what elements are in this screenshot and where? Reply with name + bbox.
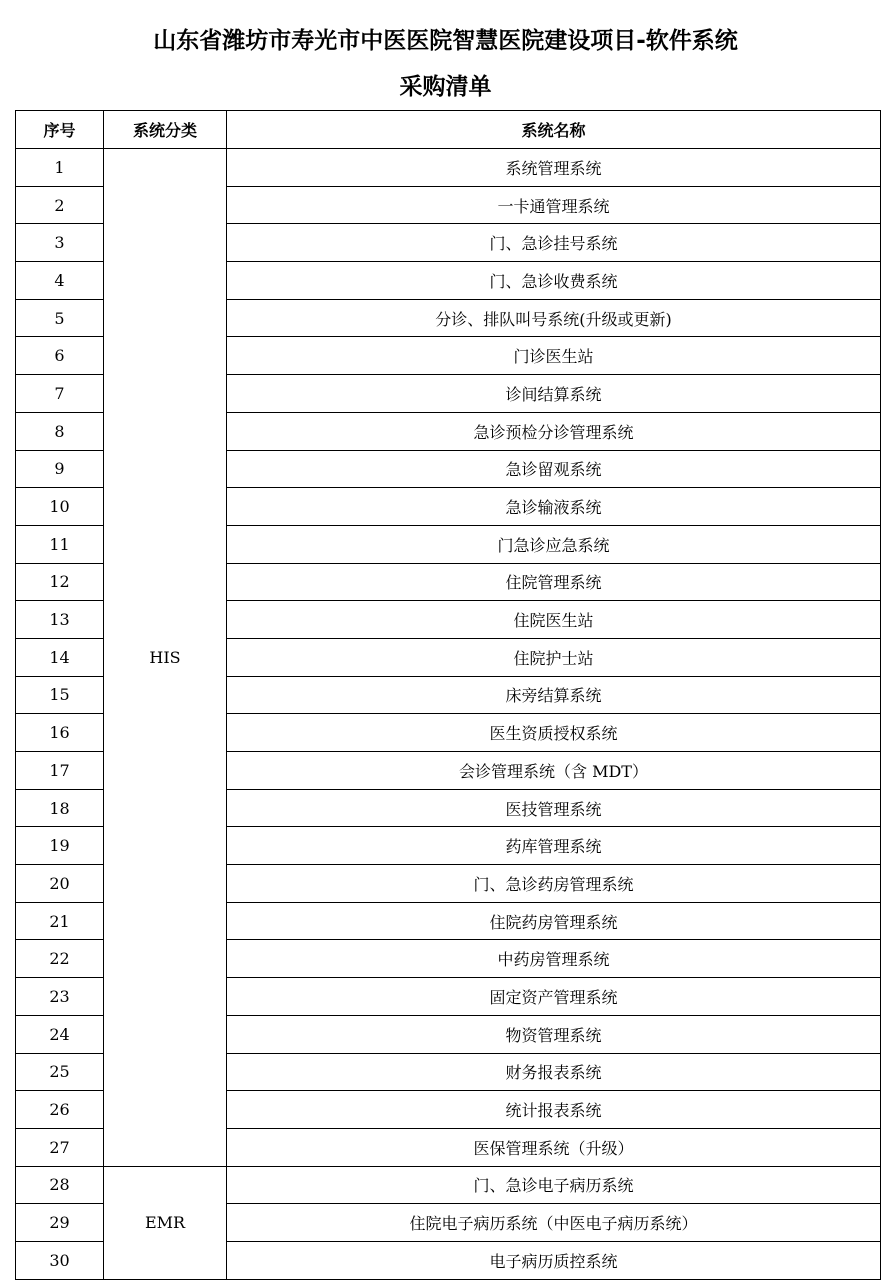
system-name: 门、急诊收费系统 [227,262,881,300]
row-number: 10 [16,488,104,526]
system-name: 系统管理系统 [227,149,881,187]
document-title: 山东省潍坊市寿光市中医医院智慧医院建设项目-软件系统 [153,28,738,54]
system-name: 急诊预检分诊管理系统 [227,412,881,450]
row-number: 25 [16,1053,104,1091]
system-name: 统计报表系统 [227,1091,881,1129]
system-name: 门、急诊挂号系统 [227,224,881,262]
row-number: 8 [16,412,104,450]
system-name: 医技管理系统 [227,789,881,827]
system-name: 门急诊应急系统 [227,525,881,563]
category-cell: HIS [104,149,227,1167]
row-number: 24 [16,1015,104,1053]
system-name: 物资管理系统 [227,1015,881,1053]
row-number: 13 [16,601,104,639]
system-name: 财务报表系统 [227,1053,881,1091]
system-name: 医生资质授权系统 [227,714,881,752]
row-number: 4 [16,262,104,300]
row-number: 11 [16,525,104,563]
system-name: 住院药房管理系统 [227,902,881,940]
row-number: 30 [16,1241,104,1279]
system-name: 一卡通管理系统 [227,186,881,224]
system-name: 床旁结算系统 [227,676,881,714]
row-number: 23 [16,978,104,1016]
procurement-table [15,110,881,1280]
row-number: 15 [16,676,104,714]
system-name: 药库管理系统 [227,827,881,865]
row-number: 28 [16,1166,104,1204]
row-number: 1 [16,149,104,187]
header-category: 系统分类 [104,111,227,149]
row-number: 29 [16,1204,104,1242]
system-name: 会诊管理系统（含 MDT） [227,752,881,790]
row-number: 12 [16,563,104,601]
row-number: 19 [16,827,104,865]
row-number: 18 [16,789,104,827]
system-name: 急诊留观系统 [227,450,881,488]
row-number: 22 [16,940,104,978]
row-number: 27 [16,1128,104,1166]
system-name: 住院管理系统 [227,563,881,601]
row-number: 9 [16,450,104,488]
system-name: 住院电子病历系统（中医电子病历系统） [227,1204,881,1242]
header-row [16,111,881,149]
system-name: 医保管理系统（升级） [227,1128,881,1166]
row-number: 26 [16,1091,104,1129]
table-row [16,149,881,187]
row-number: 17 [16,752,104,790]
header-name: 系统名称 [227,111,881,149]
system-name: 诊间结算系统 [227,375,881,413]
table-row [16,1166,881,1204]
row-number: 14 [16,638,104,676]
system-name: 固定资产管理系统 [227,978,881,1016]
row-number: 3 [16,224,104,262]
category-cell: EMR [104,1166,227,1279]
system-name: 电子病历质控系统 [227,1241,881,1279]
row-number: 7 [16,375,104,413]
system-name: 住院医生站 [227,601,881,639]
system-name: 中药房管理系统 [227,940,881,978]
row-number: 16 [16,714,104,752]
row-number: 21 [16,902,104,940]
system-name: 门诊医生站 [227,337,881,375]
header-no: 序号 [16,111,104,149]
system-name: 住院护士站 [227,638,881,676]
document-subtitle: 采购清单 [399,74,492,100]
system-name: 分诊、排队叫号系统(升级或更新) [227,299,881,337]
table-body [16,149,881,1280]
system-name: 门、急诊电子病历系统 [227,1166,881,1204]
row-number: 5 [16,299,104,337]
system-name: 门、急诊药房管理系统 [227,865,881,903]
system-name: 急诊输液系统 [227,488,881,526]
row-number: 20 [16,865,104,903]
row-number: 6 [16,337,104,375]
row-number: 2 [16,186,104,224]
